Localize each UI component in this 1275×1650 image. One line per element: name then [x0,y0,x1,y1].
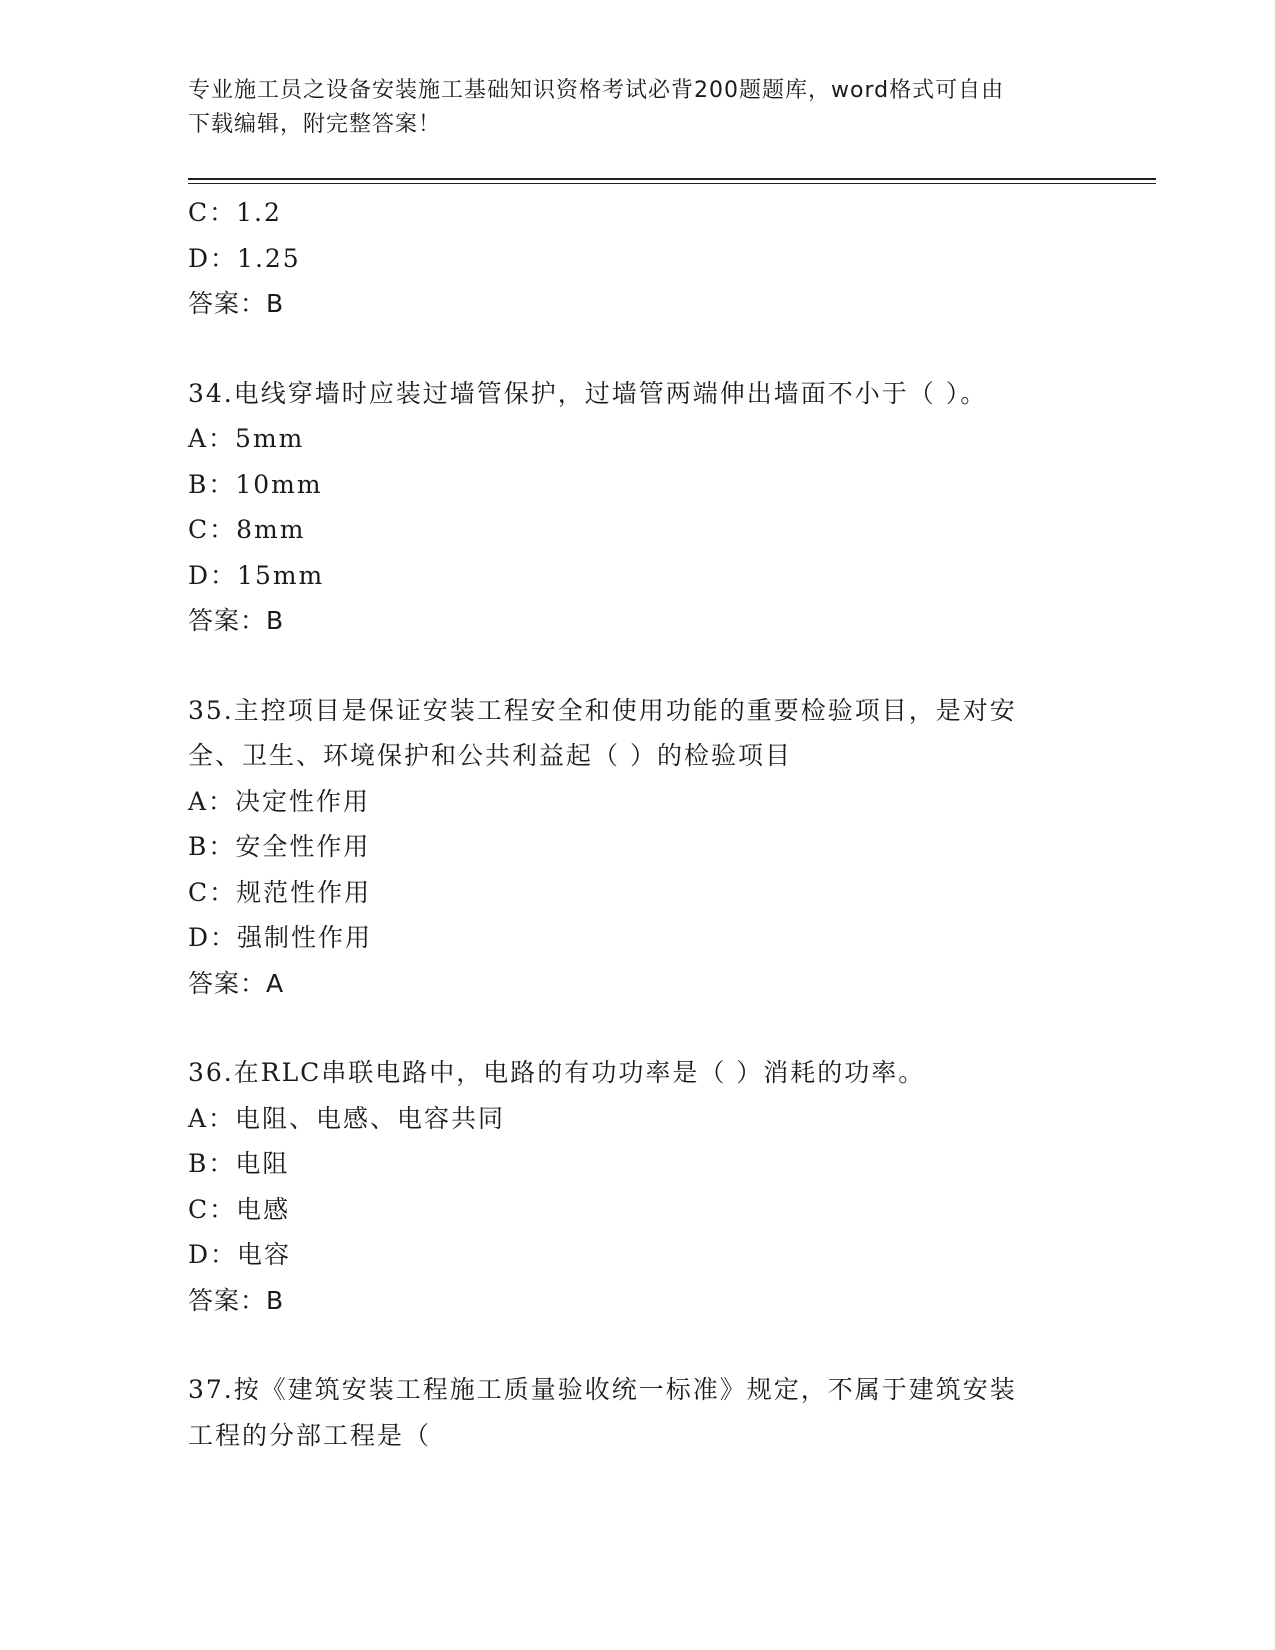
option-c: C：电感 [188,1194,291,1224]
document-header [188,74,1088,142]
option-c: C：规范性作用 [188,877,372,907]
question-block-34 [188,371,1088,644]
option-b: B：电阻 [188,1149,290,1178]
header-divider-thick [188,178,1156,180]
header-line-2: 下载编辑，附完整答案！ [188,112,442,137]
question-text-line-2: 全、卫生、环境保护和公共利益起（ ）的检验项目 [188,741,792,770]
question-text-line-1: 35.主控项目是保证安装工程安全和使用功能的重要检验项目，是对安 [188,695,1017,725]
option-a: A：5mm [188,424,305,453]
option-a: A：电阻、电感、电容共同 [188,1103,506,1133]
question-block-35 [188,688,1088,1007]
question-text: 36.在RLC串联电路中，电路的有功功率是（ ）消耗的功率。 [188,1058,926,1087]
spacer [188,327,1088,371]
option-c: C：1.2 [188,198,282,227]
option-d: D：15mm [188,560,325,590]
header-line-1: 专业施工员之设备安装施工基础知识资格考试必背200题题库，word格式可自由 [188,78,1005,103]
question-text: 34.电线穿墙时应装过墙管保护，过墙管两端伸出墙面不小于（ ）。 [188,378,988,408]
option-d: D：1.25 [188,243,301,273]
option-b: B：安全性作用 [188,832,371,861]
answer-line: 答案：B [188,606,285,635]
option-d: D：强制性作用 [188,923,373,952]
question-list [188,190,1088,1458]
spacer [188,1323,1088,1367]
answer-line: 答案：B [188,1285,285,1315]
answer-line: 答案：A [188,968,285,998]
header-divider-thin [188,183,1156,184]
option-c: C：8mm [188,515,306,544]
spacer [188,1006,1088,1050]
option-d: D：电容 [188,1240,292,1269]
option-b: B：10mm [188,469,323,499]
answer-line: 答案：B [188,289,285,318]
option-a: A：决定性作用 [188,786,371,816]
question-text-line-2: 工程的分部工程是（ [188,1420,432,1450]
spacer [188,644,1088,688]
question-block-37 [188,1367,1088,1458]
question-text-line-1: 37.按《建筑安装工程施工质量验收统一标准》规定，不属于建筑安装 [188,1375,1017,1404]
question-block-prev [188,190,1088,327]
question-block-36 [188,1050,1088,1323]
